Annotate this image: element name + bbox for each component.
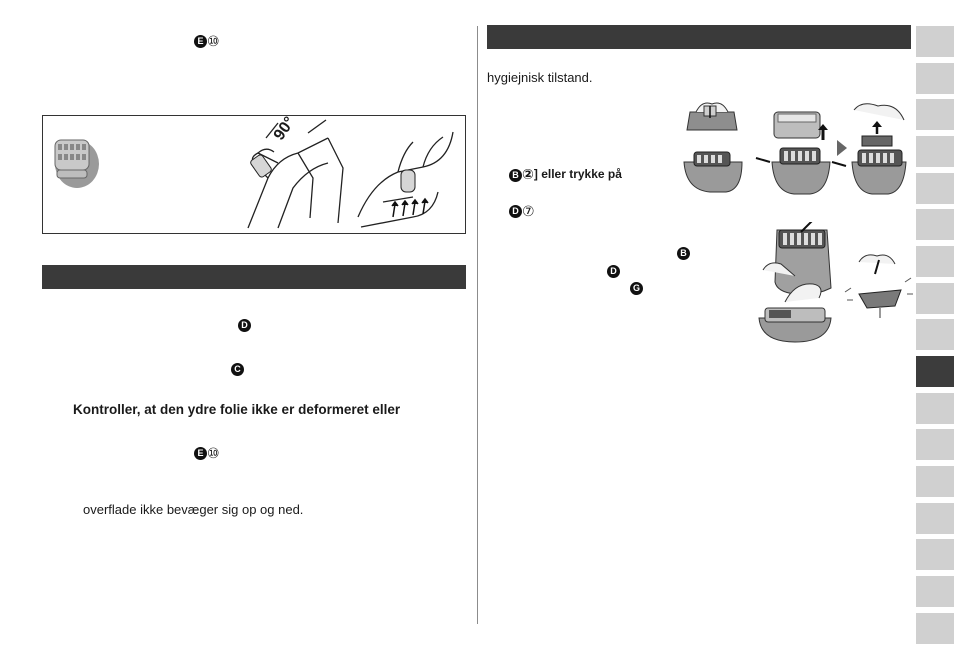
column-divider xyxy=(477,26,478,624)
angle-label: 90° xyxy=(270,113,299,144)
body-text-line: overflade ikke bevæger sig op og ned. xyxy=(83,502,304,517)
chapter-tab[interactable] xyxy=(916,63,954,94)
chapter-tab[interactable] xyxy=(916,209,954,240)
ref-c xyxy=(231,361,244,379)
badge-e: E xyxy=(194,35,207,48)
chapter-tab-active[interactable] xyxy=(916,356,954,387)
ref-e10-top xyxy=(194,33,220,51)
ref-b2-line xyxy=(509,167,622,183)
head-removal-illustration xyxy=(682,100,914,195)
chapter-tab[interactable] xyxy=(916,429,954,460)
badge-b: B xyxy=(509,169,522,182)
ref-d xyxy=(238,317,251,335)
ref-d7-line xyxy=(509,203,535,221)
illustration-box xyxy=(42,115,466,234)
circled-number: ⑦ xyxy=(522,203,535,220)
brush-cleaning-illustration xyxy=(755,222,915,344)
chapter-tab[interactable] xyxy=(916,26,954,57)
badge-d: D xyxy=(509,205,522,218)
ref-b-right xyxy=(677,245,690,263)
badge-d: D xyxy=(607,265,620,278)
badge-c: C xyxy=(231,363,244,376)
badge-b: B xyxy=(677,247,690,260)
chapter-tab[interactable] xyxy=(916,393,954,424)
chapter-tab[interactable] xyxy=(916,466,954,497)
bold-instruction: Kontroller, at den ydre folie ikke er deformeret eller xyxy=(73,402,401,417)
chapter-tab[interactable] xyxy=(916,613,954,644)
ref-g-right xyxy=(630,280,643,298)
badge-d: D xyxy=(238,319,251,332)
chapter-tab[interactable] xyxy=(916,246,954,277)
badge-e: E xyxy=(194,447,207,460)
leg-shaving-illustration xyxy=(238,118,350,232)
epilator-head-illustration xyxy=(49,132,101,192)
circled-number: ⑩ xyxy=(207,33,220,50)
chapter-tab[interactable] xyxy=(916,319,954,350)
chapter-tab[interactable] xyxy=(916,539,954,570)
section-header-bar xyxy=(42,265,466,289)
body-text-line: hygiejnisk tilstand. xyxy=(487,70,593,85)
ref-d-right xyxy=(607,263,620,281)
chapter-tab[interactable] xyxy=(916,576,954,607)
chapter-tab[interactable] xyxy=(916,283,954,314)
circled-number: ② xyxy=(522,167,534,183)
arm-shaving-illustration xyxy=(353,122,463,232)
circled-number: ⑩ xyxy=(207,445,220,462)
badge-g: G xyxy=(630,282,643,295)
chapter-tab[interactable] xyxy=(916,99,954,130)
ref-b2-text: ] eller trykke på xyxy=(533,167,622,182)
chapter-tab[interactable] xyxy=(916,503,954,534)
chapter-tab[interactable] xyxy=(916,136,954,167)
chapter-tab[interactable] xyxy=(916,173,954,204)
right-header-bar xyxy=(487,25,911,49)
ref-e10-second xyxy=(194,445,220,463)
